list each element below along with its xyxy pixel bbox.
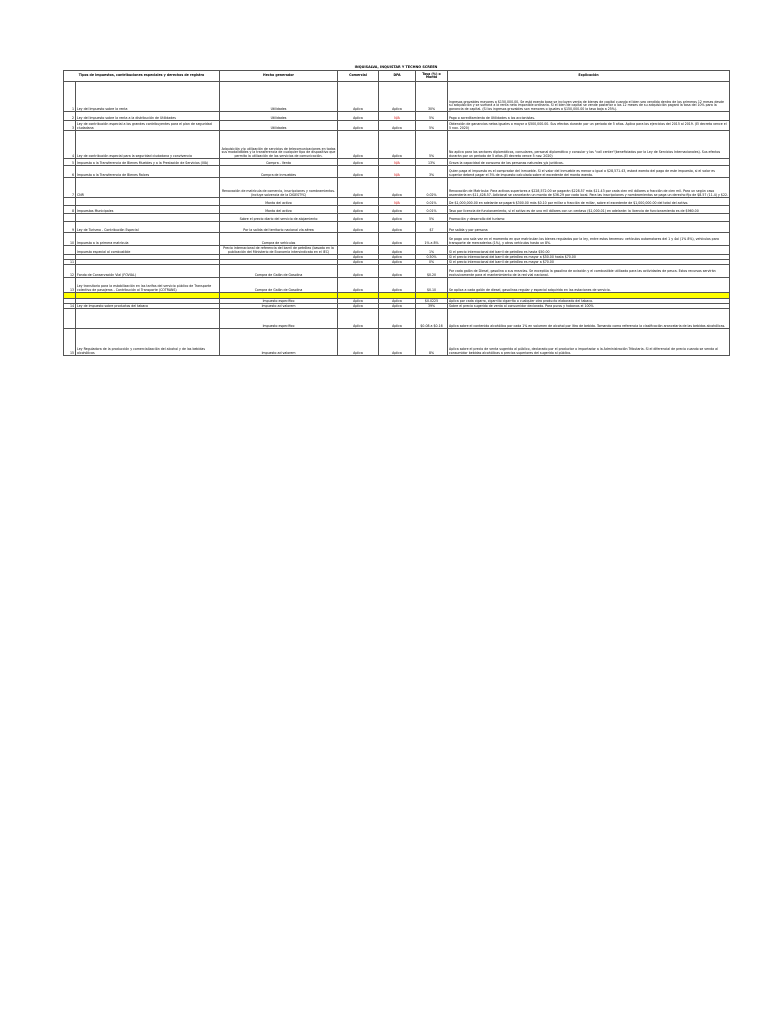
comercial-cell: Aplica — [338, 265, 379, 278]
comercial-cell: Aplica — [338, 278, 379, 293]
rate-cell: 3% — [416, 166, 448, 178]
dpa-cell: Aplica — [379, 178, 416, 198]
explanation-cell: Por cada galón de Diesel, gasolina o sus mezclas. Se exceptúa la gasolina de aviación y el combustible utilizado para las actividades de pesca. Estos recursos servirán exclusivamente para el mantenimiento de la red vial nacional. — [448, 265, 730, 278]
table-row — [64, 82, 730, 112]
taxable-event: Utilidades — [220, 121, 338, 131]
rate-cell: 0.01% — [416, 198, 448, 206]
dpa-cell: Aplica — [379, 265, 416, 278]
comercial-cell: Aplica — [338, 304, 379, 309]
tax-type: Ley de contribución especial a los grandes contribuyentes para el plan de seguridad ciudadana — [76, 121, 220, 131]
row-number: 1 — [64, 82, 76, 112]
dpa-cell: N/A — [379, 166, 416, 178]
tax-type: Impuesto especial al combustible — [76, 246, 220, 255]
taxable-event: Compra de inmuebles — [220, 166, 338, 178]
dpa-cell: Aplica — [379, 222, 416, 233]
explanation-cell: Si el precio internacional del barril de petróleo es mayor a $70.00 — [448, 260, 730, 265]
explanation-cell: Aplica sobre el precio de venta sugerido al público, declarado por el productor o importador a la Administración Tributaria. Si el diferencial de precio cuando se venda al consumidor bebidas alcohólicas a precios superiores del sugerido al público. — [448, 329, 730, 356]
rate-cell: $0.08 a $0.16 — [416, 309, 448, 329]
explanation-cell: Quien paga el impuesto es el comprador del inmueble. Si el valor del inmueble es menor o igual a $28,571.43, estará exento del pago de este impuesto, si el valor es superior deberá pagar el 3% de impuesto calculado sobre el excedente del monto exento. — [448, 166, 730, 178]
rate-cell: 5% — [416, 214, 448, 222]
rate-cell: 0.50% — [416, 255, 448, 260]
explanation-cell: No aplica para los sectores diplomáticos, consulares, personal diplomático y consular y los "call center"(beneficiados por la Ley de Servicios Internacionales). Sus efectos durarán por un periodo de 5 años.(El decreto vence 5 nov. 2020) — [448, 131, 730, 159]
comercial-cell: Aplica — [338, 309, 379, 329]
row-number: 14 — [64, 304, 76, 309]
dpa-cell: Aplica — [379, 304, 416, 309]
taxable-event: Monto del activo — [220, 198, 338, 206]
taxable-event: Compra de vehículos — [220, 233, 338, 246]
row-number — [64, 246, 76, 255]
table-row — [64, 121, 730, 131]
comercial-cell: Aplica — [338, 299, 379, 304]
tax-type: Impuesto a la Transferencia de Bienes Muebles y a la Prestación de Servicios (IVA) — [76, 159, 220, 166]
tax-type: CNR — [76, 178, 220, 198]
dpa-cell: N/A — [379, 159, 416, 166]
taxable-event: Monto del activo — [220, 206, 338, 214]
taxable-event: Adquisición y/o utilización de servicios de telecomunicaciones en todas sus modalidades y la transferencia de cualquier tipo de dispositivo que permita la utilización de los servicios de comunicación. — [220, 131, 338, 159]
tax-type — [76, 214, 220, 222]
comercial-cell: Aplica — [338, 198, 379, 206]
dpa-cell: Aplica — [379, 121, 416, 131]
explanation-cell: Si el precio internacional del barril de petróleo es hasta $50.00 — [448, 246, 730, 255]
rate-cell: $7 — [416, 222, 448, 233]
table-row — [64, 214, 730, 222]
tax-type: Ley del Impuesto sobre la renta a la distribución de Utilidades — [76, 112, 220, 121]
header-row — [64, 71, 730, 82]
explanation-cell: Aplica sobre el contenido alcohólico por cada 1% en volumen de alcohol por litro de bebida. Tomando como referencia la clasificación arancelaria de las bebidas alcohólicas. — [448, 309, 730, 329]
row-number: 10 — [64, 233, 76, 246]
explanation-cell: Ingresos gravables mayores a $150,000.00. Se está exenta base se incluyen venta de bienes de capital cuando el bien sea vendido dentro de los primeros 12 meses desde su adquisición y se sumará a la renta neta imponible ordinaria. Si el bien de capital se vende posterior a los 12 meses de su adquisición pagará la tasa del 10% para la ganancia de capital. (Si los ingresos gravables son menores o iguales a $150,000.00 la tasa baja a 25%). — [448, 82, 730, 112]
dpa-cell: Aplica — [379, 233, 416, 246]
tax-type: Impuestos Municipales — [76, 206, 220, 214]
comercial-cell: Aplica — [338, 222, 379, 233]
dpa-cell: Aplica — [379, 255, 416, 260]
rate-cell: 0% — [416, 260, 448, 265]
rate-cell: 1% — [416, 246, 448, 255]
explanation-cell: Pago o acreditamiento de Utilidades a los accionistas. — [448, 112, 730, 121]
table-row — [64, 206, 730, 214]
explanation-cell: Tasa por licencia de funcionamiento, si el activo es de uno mil dólares con un centavo ($1,000.01) en adelante: la licencia de funcionamiento es de $960.00 — [448, 206, 730, 214]
tax-type: Ley de contribución especial para la seguridad ciudadana y convivencia — [76, 131, 220, 159]
dpa-cell: Aplica — [379, 260, 416, 265]
header-explicacion: Explicación — [448, 71, 730, 82]
row-number: 9 — [64, 222, 76, 233]
dpa-cell: Aplica — [379, 278, 416, 293]
row-number: 2 — [64, 112, 76, 121]
table-row — [64, 265, 730, 278]
table-row — [64, 222, 730, 233]
tax-type: Ley del Impuesto sobre la renta — [76, 82, 220, 112]
comercial-cell: Aplica — [338, 260, 379, 265]
explanation-cell: De $1,000,000.00 en adelante se pagará $300.00 más $0.10 por millar o fracción de millar, sobre el excedente de $1,000,000.00 del total del activo. — [448, 198, 730, 206]
row-number: 13 — [64, 278, 76, 293]
taxable-event: Impuesto específico — [220, 309, 338, 329]
tax-type: Ley de Impuesto sobre productos del tabaco — [76, 304, 220, 309]
taxable-event: Impuesto ad valorem — [220, 329, 338, 356]
dpa-cell: Aplica — [379, 309, 416, 329]
explanation-cell: Se paga una sola vez en el momento en que matriculan los bienes regulados por la ley, entre estos tenemos: vehículos automotores del 1 y 4ol (1% 8%), vehículos para transporte de mercaderías (1%), y otros vehículos hasta un 8%. — [448, 233, 730, 246]
taxable-event: Renovación de matrícula de comercio, inscripciones y nombramientos. (incluye solvencia de la DIGESTYC) — [220, 178, 338, 198]
table-row — [64, 278, 730, 293]
sheet-title: INQUISALVA, INQUISTAR Y TECHNO SCREEN — [354, 65, 438, 69]
comercial-cell: Aplica — [338, 178, 379, 198]
comercial-cell: Aplica — [338, 166, 379, 178]
explanation-cell: Si el precio internacional del barril de petróleo es mayor a $50.00 hasta $70.00 — [448, 255, 730, 260]
comercial-cell: Aplica — [338, 233, 379, 246]
explanation-cell: Sobre el precio sugerido de venta al consumidor declarado. Para puros y habanos el 100% — [448, 304, 730, 309]
table-row — [64, 166, 730, 178]
row-number — [64, 198, 76, 206]
table-row — [64, 178, 730, 198]
taxable-event: Precio internacional de referencia del barril de petróleo (basado en la publicación del Ministerio de Economía intersindicato en el IEC) — [220, 246, 338, 255]
tax-type: Ley transitoria para la estabilización en las tarifas del servicio público de Transporte colectivo de pasajeros - Contribución al Transporte (COTRANS) — [76, 278, 220, 293]
taxable-event: Compra de Galón de Gasolina — [220, 265, 338, 278]
dpa-cell: Aplica — [379, 82, 416, 112]
explanation-cell: Promoción y desarrollo del turismo — [448, 214, 730, 222]
row-number: 11 — [64, 260, 76, 265]
row-number: 5 — [64, 159, 76, 166]
rate-cell: 30% — [416, 82, 448, 112]
dpa-cell: Aplica — [379, 214, 416, 222]
header-tipo: Tipos de impuestos, contribuciones especiales y derechos de registro — [64, 71, 220, 82]
tax-type: Impuesto a la primera matrícula — [76, 233, 220, 246]
comercial-cell: Aplica — [338, 159, 379, 166]
rate-cell: 5% — [416, 131, 448, 159]
tax-type: Ley de Turismo - Contribución Especial — [76, 222, 220, 233]
comercial-cell: Aplica — [338, 131, 379, 159]
comercial-cell: Aplica — [338, 82, 379, 112]
rate-cell: $0.20 — [416, 265, 448, 278]
table-row — [64, 131, 730, 159]
taxable-event: Utilidades — [220, 82, 338, 112]
tax-table — [63, 70, 730, 356]
row-number: 12 — [64, 265, 76, 278]
row-number: 15 — [64, 329, 76, 356]
dpa-cell: Aplica — [379, 246, 416, 255]
comercial-cell: Aplica — [338, 121, 379, 131]
row-number: 6 — [64, 166, 76, 178]
taxable-event: Sobre el precio diario del servicio de alojamiento — [220, 214, 338, 222]
header-hecho: Hecho generador — [220, 71, 338, 82]
table-row — [64, 159, 730, 166]
dpa-cell: Aplica — [379, 299, 416, 304]
rate-cell: 0.01% — [416, 206, 448, 214]
comercial-cell: Aplica — [338, 246, 379, 255]
rate-cell: 8% — [416, 329, 448, 356]
rate-cell: 1% a 8% — [416, 233, 448, 246]
tax-type — [76, 198, 220, 206]
dpa-cell: Aplica — [379, 329, 416, 356]
explanation-cell: Aplica por cada cigarro, cigarrillo cigarrito o cualquier otro producto elaborado del tabaco. — [448, 299, 730, 304]
rate-cell: 5% — [416, 112, 448, 121]
taxable-event: Impuesto específico — [220, 299, 338, 304]
dpa-cell: N/A — [379, 112, 416, 121]
row-number: 4 — [64, 131, 76, 159]
taxable-event: Compra de Galón de Gasolina — [220, 278, 338, 293]
tax-type: Ley Reguladora de la producción y comercialización del alcohol y de las bebidas alcohólicas — [76, 329, 220, 356]
row-number — [64, 309, 76, 329]
dpa-cell: N/A — [379, 198, 416, 206]
table-row — [64, 233, 730, 246]
dpa-cell: Aplica — [379, 131, 416, 159]
rate-cell: 5% — [416, 121, 448, 131]
dpa-cell: Aplica — [379, 206, 416, 214]
tax-type: Fondo de Conservación Vial (FOVIAL) — [76, 265, 220, 278]
rate-cell: $0.0225 — [416, 299, 448, 304]
row-number: 3 — [64, 121, 76, 131]
explanation-cell: Obtención de ganancias netas iguales o mayor a $500,000.00. Sus efectos durarán por un periodo de 5 años. Aplica para los ejercicios del 2015 al 2019. (El decreto vence el 5 nov. 2020) — [448, 121, 730, 131]
rate-cell: $0.10 — [416, 278, 448, 293]
header-comercial: Comercial — [338, 71, 379, 82]
tax-type: Impuesto a la Transferencia de Bienes Raíces — [76, 166, 220, 178]
table-row — [64, 112, 730, 121]
rate-cell: 0.02% — [416, 178, 448, 198]
comercial-cell: Aplica — [338, 214, 379, 222]
tax-type — [76, 309, 220, 329]
comercial-cell: Aplica — [338, 255, 379, 260]
taxable-event: Utilidades — [220, 112, 338, 121]
table-row — [64, 198, 730, 206]
header-dpa: DPA — [379, 71, 416, 82]
comercial-cell: Aplica — [338, 112, 379, 121]
row-number: 8 — [64, 206, 76, 214]
explanation-cell: Por salida y por persona — [448, 222, 730, 233]
table-row — [64, 329, 730, 356]
row-number: 7 — [64, 178, 76, 198]
explanation-cell: Renovación de Matrícula: Para activos superiores a $228,572.00 se pagarán $228.57 más $11.43 por cada cien mil dólares o fracción de cien mil. Para un según caso ascendería en $11,428.57. Adicional se cancelarán un monto de $36.29 por cada local. Para las inscripciones y nombramientos se paga un derecho fijo de $8.57 (11.4) y $22. — [448, 178, 730, 198]
table-row — [64, 309, 730, 329]
explanation-cell: Se aplica a cada galón de diesel, gasolinas regular y especial adquirida en las estaciones de servicio. — [448, 278, 730, 293]
explanation-cell: Grava la capacidad de consumo de las personas naturales y/o jurídicas. — [448, 159, 730, 166]
comercial-cell: Aplica — [338, 206, 379, 214]
rate-cell: 13% — [416, 159, 448, 166]
taxable-event: Impuesto ad valorem — [220, 304, 338, 309]
table-row — [64, 246, 730, 255]
comercial-cell: Aplica — [338, 329, 379, 356]
rate-cell: 39% — [416, 304, 448, 309]
taxable-event: Por la salida del territorio nacional vía aérea — [220, 222, 338, 233]
row-number — [64, 214, 76, 222]
taxable-event: Compra - Venta — [220, 159, 338, 166]
header-tasa: Tasa (%) o Monto — [416, 71, 448, 82]
